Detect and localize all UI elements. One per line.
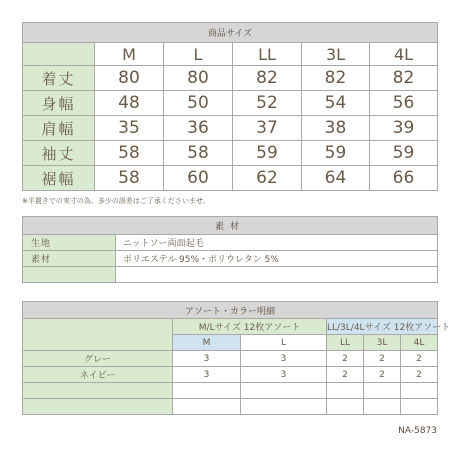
- size-row-sleeve: [23, 141, 438, 166]
- size-cell: 52: [233, 91, 302, 116]
- size-table-corner: [23, 43, 95, 66]
- size-cell: 48: [95, 91, 164, 116]
- size-column-header: 4L: [370, 43, 438, 66]
- assort-size-header: L: [241, 335, 327, 351]
- size-cell: 82: [233, 66, 302, 91]
- assort-size-header: M: [173, 335, 241, 351]
- assort-cell: [401, 399, 438, 415]
- assort-group-header: M/Lサイズ 12枚アソート: [173, 319, 327, 335]
- assort-cell: [327, 399, 364, 415]
- assort-table: [22, 301, 451, 415]
- assort-color-label: [23, 383, 173, 399]
- size-cell: 66: [370, 166, 438, 191]
- size-cell: 38: [302, 116, 370, 141]
- assort-cell: [173, 399, 241, 415]
- size-row-label: 身幅: [23, 91, 95, 116]
- assort-size-header: 3L: [364, 335, 401, 351]
- product-code: NA-5873: [398, 426, 437, 436]
- material-table: [22, 216, 438, 283]
- assort-cell: [401, 383, 438, 399]
- size-cell: 62: [233, 166, 302, 191]
- assort-table-corner: [23, 319, 173, 351]
- assort-size-header: 4L: [401, 335, 438, 351]
- size-row-label: 袖丈: [23, 141, 95, 166]
- size-table-title: 商品サイズ: [23, 23, 438, 43]
- size-cell: 39: [370, 116, 438, 141]
- assort-table-title: アソート・カラー明細: [23, 302, 438, 319]
- size-column-header: 3L: [302, 43, 370, 66]
- size-row-shoulder: [23, 116, 438, 141]
- assort-color-label: ネイビー: [23, 367, 173, 383]
- size-row-label: 着丈: [23, 66, 95, 91]
- material-row-composition: [23, 251, 438, 267]
- assort-color-label: グレー: [23, 351, 173, 367]
- assort-cell: 3: [173, 367, 241, 383]
- assort-cell: 3: [241, 367, 327, 383]
- size-cell: 59: [233, 141, 302, 166]
- assort-cell: [364, 399, 401, 415]
- assort-cell: 3: [241, 351, 327, 367]
- assort-row-empty: [23, 383, 438, 399]
- size-cell: 58: [95, 166, 164, 191]
- size-cell: 56: [370, 91, 438, 116]
- size-cell: 59: [370, 141, 438, 166]
- assort-cell: [241, 399, 327, 415]
- size-row-label: 肩幅: [23, 116, 95, 141]
- assort-row-empty: [23, 399, 438, 415]
- assort-cell: [327, 383, 364, 399]
- size-cell: 60: [164, 166, 233, 191]
- material-row-fabric: [23, 235, 438, 251]
- material-row-label: [23, 267, 116, 283]
- material-row-value: ニットソー両面起毛: [116, 235, 438, 251]
- size-cell: 58: [95, 141, 164, 166]
- size-cell: 58: [164, 141, 233, 166]
- assort-cell: [364, 383, 401, 399]
- assort-cell: 2: [327, 351, 364, 367]
- material-row-label: 素材: [23, 251, 116, 267]
- size-cell: 80: [95, 66, 164, 91]
- assort-row-navy: [23, 367, 438, 383]
- assort-row-gray: [23, 351, 438, 367]
- assort-cell: 3: [173, 351, 241, 367]
- size-cell: 36: [164, 116, 233, 141]
- size-row-length: [23, 66, 438, 91]
- assort-color-label: [23, 399, 173, 415]
- size-row-label: 裾幅: [23, 166, 95, 191]
- assort-cell: 2: [401, 351, 438, 367]
- size-cell: 54: [302, 91, 370, 116]
- size-column-header: L: [164, 43, 233, 66]
- size-cell: 64: [302, 166, 370, 191]
- material-row-empty: [23, 267, 438, 283]
- assort-cell: 2: [364, 351, 401, 367]
- size-cell: 37: [233, 116, 302, 141]
- size-cell: 59: [302, 141, 370, 166]
- assort-cell: [241, 383, 327, 399]
- size-column-header: LL: [233, 43, 302, 66]
- material-row-value: [116, 267, 438, 283]
- size-note: ※平置きでの実寸の為、多少の誤差はご了承くださいませ。: [22, 197, 210, 205]
- assort-size-header: LL: [327, 335, 364, 351]
- assort-group-header: LL/3L/4Lサイズ 12枚アソート: [327, 319, 438, 335]
- size-cell: 82: [302, 66, 370, 91]
- material-row-value: ポリエステル 95%・ポリウレタン 5%: [116, 251, 438, 267]
- assort-cell: [173, 383, 241, 399]
- size-cell: 35: [95, 116, 164, 141]
- size-cell: 50: [164, 91, 233, 116]
- size-column-header: M: [95, 43, 164, 66]
- material-row-label: 生地: [23, 235, 116, 251]
- assort-cell: 2: [401, 367, 438, 383]
- material-table-title: 素材: [23, 217, 438, 235]
- size-table: [22, 22, 438, 191]
- assort-cell: 2: [364, 367, 401, 383]
- assort-cell: 2: [327, 367, 364, 383]
- size-row-chest: [23, 91, 438, 116]
- size-cell: 82: [370, 66, 438, 91]
- size-cell: 80: [164, 66, 233, 91]
- size-row-hem: [23, 166, 438, 191]
